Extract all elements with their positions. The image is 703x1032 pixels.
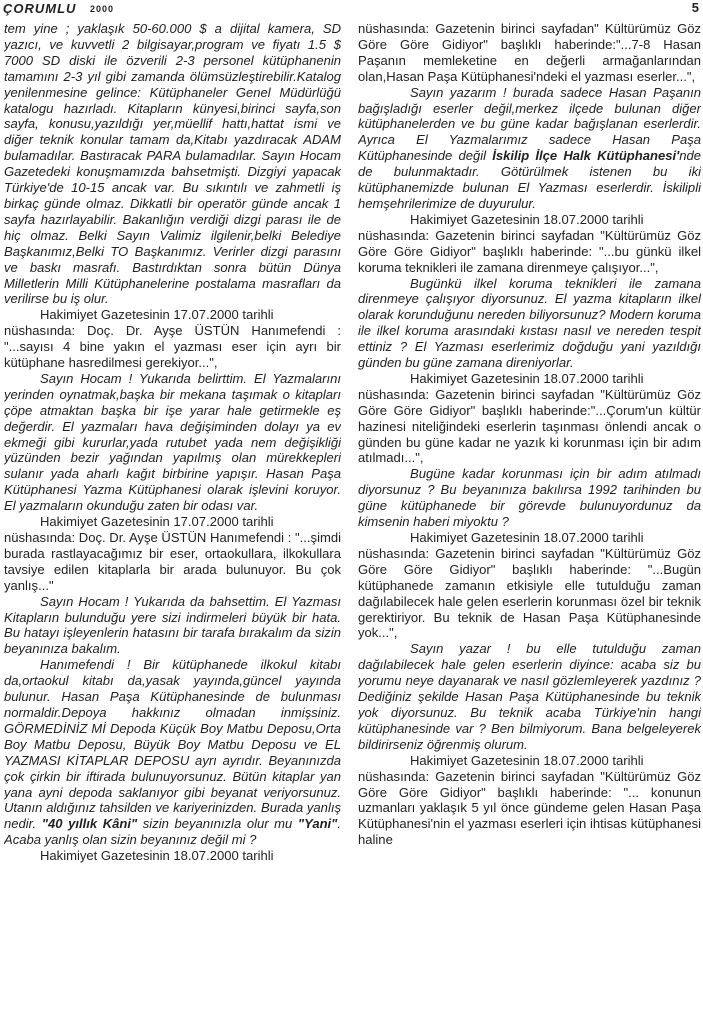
header-year: 2000 — [90, 4, 115, 14]
newspaper-citation: Hakimiyet Gazetesinin 18.07.2000 tarihli — [40, 848, 274, 864]
newspaper-citation: Hakimiyet Gazetesinin 18.07.2000 tarihli — [410, 211, 644, 227]
response-text: . Acaba yanlış olan sizin beyanınız değil mi ? — [4, 816, 341, 848]
newspaper-citation: Hakimiyet Gazetesinin 17.07.2000 tarihli — [40, 307, 274, 323]
bold-quote: "40 yıllık Kâni" — [41, 816, 138, 832]
newspaper-logo: ÇORUMLU — [3, 1, 77, 16]
quote-paragraph: nüshasında: Doç. Dr. Ayşe ÜSTÜN Hanımefendi : "...şimdi burada rastlayacağımız bir eser, ortaokullara, ilkokullara tavsiye edilen kitaplarla bir arada bulunuyor. Bu çok yanlış..." — [4, 530, 341, 593]
quote-paragraph: nüshasında: Gazetenin birinci sayfadan "Kültürümüz Göz Göre Göre Gidiyor" başlıklı haberinde:"...Çorum'un kültür hazinesi niteliğindeki eserlerin taşınması önlendi ancak o günden bu güne kadar ne yazık ki korunması için bir adım atılmadı...", — [358, 386, 701, 466]
response-text: nde de bulunmaktadır. Götürülmek istenen bu iki kütüphanemizde bulunan El Yazması eserlerdir. İskilipli hemşehrilerimize de duyurulur. — [358, 148, 701, 211]
bold-quote: "Yani" — [297, 816, 338, 832]
response-paragraph: Sayın Hocam ! Yukarıda da bahsettim. El Yazması Kitapların bulunduğu yere sizi indirmeleri büyük bir hata. Bu hatayı işleyenlerin hatasını bir tarafa bırakalım da sizin beyanınıza bakalım. — [4, 593, 341, 657]
response-paragraph: Bugüne kadar korunması için bir adım atılmadı diyorsunuz ? Bu beyanınıza bakılırsa 1992 tarihinden bu güne kütüphanede bir görevde bulunuyordunuz da kimsenin haberi miyoktu ? — [358, 466, 701, 530]
newspaper-citation: Hakimiyet Gazetesinin 18.07.2000 tarihli — [410, 370, 644, 386]
quote-paragraph: nüshasında: Gazetenin birinci sayfadan "Kültürümüz Göz Göre Göre Gidiyor" başlıklı haberinde: "... konunun uzmanları yaklaşık 5 yıl önce gündeme gelen Hasan Paşa Kütüphanesi'nin el yazması eserleri için ihtisas kütüphanesi haline — [358, 768, 701, 848]
quote-paragraph: nüshasında: Doç. Dr. Ayşe ÜSTÜN Hanımefendi : "...sayısı 4 bine yakın el yazması eser için ayrı bir kütüphane hasredilmesi gerekiyor...", — [4, 323, 341, 371]
quote-paragraph: nüshasında: Gazetenin birinci sayfadan "Kültürümüz Göz Göre Göre Gidiyor" başlıklı haberinde: "...bu günkü ilkel koruma teknikleri ile zamana direnmeye çalışıyor...", — [358, 227, 701, 275]
newspaper-citation: Hakimiyet Gazetesinin 17.07.2000 tarihli — [40, 514, 274, 530]
response-paragraph: Bugünkü ilkel koruma teknikleri ile zamana direnmeye çalışıyor diyorsunuz. El yazma kitapların ilkel olarak korunduğunu nereden biliyorsunuz? Modern koruma ile ilkel koruma arasındaki kıstası nasıl ve nereden tespit ettiniz ? El Yazması eserlerimiz doğduğu yani yazıldığı günden bu güne zamana direniyorlar. — [358, 275, 701, 371]
response-paragraph — [4, 657, 341, 848]
quote-paragraph: nüshasında: Gazetenin birinci sayfadan" Kültürümüz Göz Göre Göre Gidiyor" başlıklı haberinde:"...7-8 Hasan Paşanın memleketine en değerli armağanlarından olan,Hasan Paşa Kütüphanesi'ndeki el yazması eserler...", — [358, 21, 701, 84]
response-text: Sayın yazarım ! burada sadece Hasan Paşanın bağışladığı eserler değil,merkez ilçede bulunan diğer kütüphanelerden ve bu güne kadar bağışlanan eserlerdir. Ayrıca El Yazmalarımız sadece Hasan Paşa Kütüphanesinde değil — [358, 84, 701, 164]
page-header — [0, 0, 703, 18]
response-paragraph — [358, 85, 701, 212]
response-paragraph: Sayın yazar ! bu elle tutulduğu zaman dağılabilecek hale gelen eserlerin diyince: acaba siz bu yorumu neye dayanarak ve nasıl gözlemleyerek yazdınız ? Dediğiniz şekilde Hasan Paşa Kütüphanesinde bu teknik yok diyorsunuz. Bu teknik acaba Türkiye'nin hangi kütüphanesinde var ? Ben bilmiyorum. Bana belgeleyerek bildirirseniz öğrenmiş olurum. — [358, 641, 701, 752]
response-text: sizin beyanınızla olur mu — [137, 816, 298, 832]
page-number: 5 — [691, 0, 699, 15]
bold-library-name: İskilip İlçe Halk Kütüphanesi' — [492, 148, 680, 164]
quote-paragraph: nüshasında: Gazetenin birinci sayfadan "Kültürümüz Göz Göre Göre Gidiyor" başlıklı haberinde: "...Bugün kütüphanede zamanın etkisiyle elle tutulduğu zaman dağılabilecek hale gelen eserlerin korunması özel bir teknik gerektiriyor. Bu teknik de Hasan Paşa Kütüphanesinde yok...", — [358, 545, 701, 641]
response-paragraph: Sayın Hocam ! Yukarıda belirttim. El Yazmalarını yerinden oynatmak,başka bir mekana taşımak o kitapları çöpe atmaktan başka bir işe yarar hale getirmekle eş değerdir. El yazmaları hava değişiminden dolayı ya ev ekmeği gibi kururlar,yada rutubet yada nem değişikliği yüzünden bezir yağından yapılmış olan mürekkepleri sulanır yada aharlı kağıt birbirine yapışır. Hasan Paşa Kütüphanesi Yazma Kütüphanesi olarak işlevini koruyor. El yazmaların okunduğu zaten bir odası var. — [4, 370, 341, 514]
newspaper-citation: Hakimiyet Gazetesinin 18.07.2000 tarihli — [410, 530, 644, 545]
left-column — [4, 21, 341, 1032]
right-column — [358, 21, 701, 1032]
paragraph: tem yine ; yaklaşık 50-60.000 $ a dijital kamera, SD yazıcı, ve kuvvetli 2 bilgisayar,program ve fiyatı 1.5 $ 7000 SD diski ile özverili 2-3 personel kütüphanenin tamamını 2-3 yıl gibi zamanda ölümsüzleştirebilir.Katalog yenilenmesine gelince: Kütüphaneler Genel Müdürlüğü katalogu hazırladı. Kitapların künyesi,birinci sayfa,son sayfa, konusu,yazıldığı yer,müellif hattı,hattat ismi ve diğer teknik konular tamam da,Kitabı yazdıracak ADAM bulamadılar. Bastıracak PARA bulamadılar. Sayın Hocam Gazetedeki konuşmamızda bahsetmişti. Dizgiyi yapacak Türkiye'de 10-15 ancak var. Bu sıkıntılı ve zahmetli iş birkaç günde olmaz. Dikkatli bir operatör günde ancak 1 sayfa hazırlayabilir. Bakanlığın verdiği dizgi parası ile de hiç olmaz. Belki Sayın Valimiz ilgilenir,belki Belediye Başkanımız,Belki TO Başkanımız. Verirler dizgi parasını ve baskı masrafı. Bastırdıktan sonra bütün Dünya Milletlerin Milli Kütüphanelerine postalama masrafları da verilirse bu iş olur. — [4, 21, 341, 307]
response-text: Hanımefendi ! Bir kütüphanede ilkokul kitabı da,ortaokul kitabı da,yasak yayında,güncel yayında bulunur. Hasan Paşa Kütüphanesinde de bulunması normaldir.Depoya hakkınız olmadan inmişsiniz. GÖRMEDİNİZ Mİ Depoda Küçük Boy Matbu Deposu,Orta Boy Matbu Deposu, Büyük Boy Matbu Deposu ve EL YAZMASI KİTAPLAR DEPOSU ayrı ayrıdır. Beyanınızda çok çirkin bir iftirada bulunuyorsunuz. Bütün kitaplar yan yana ayni depoda saklanıyor gibi beyanat veriyorsunuz. Utanın aldığınız tahsilden ve kariyerinizden. Burada yanlış nedir. — [4, 657, 341, 832]
newspaper-citation: Hakimiyet Gazetesinin 18.07.2000 tarihli — [410, 752, 644, 768]
